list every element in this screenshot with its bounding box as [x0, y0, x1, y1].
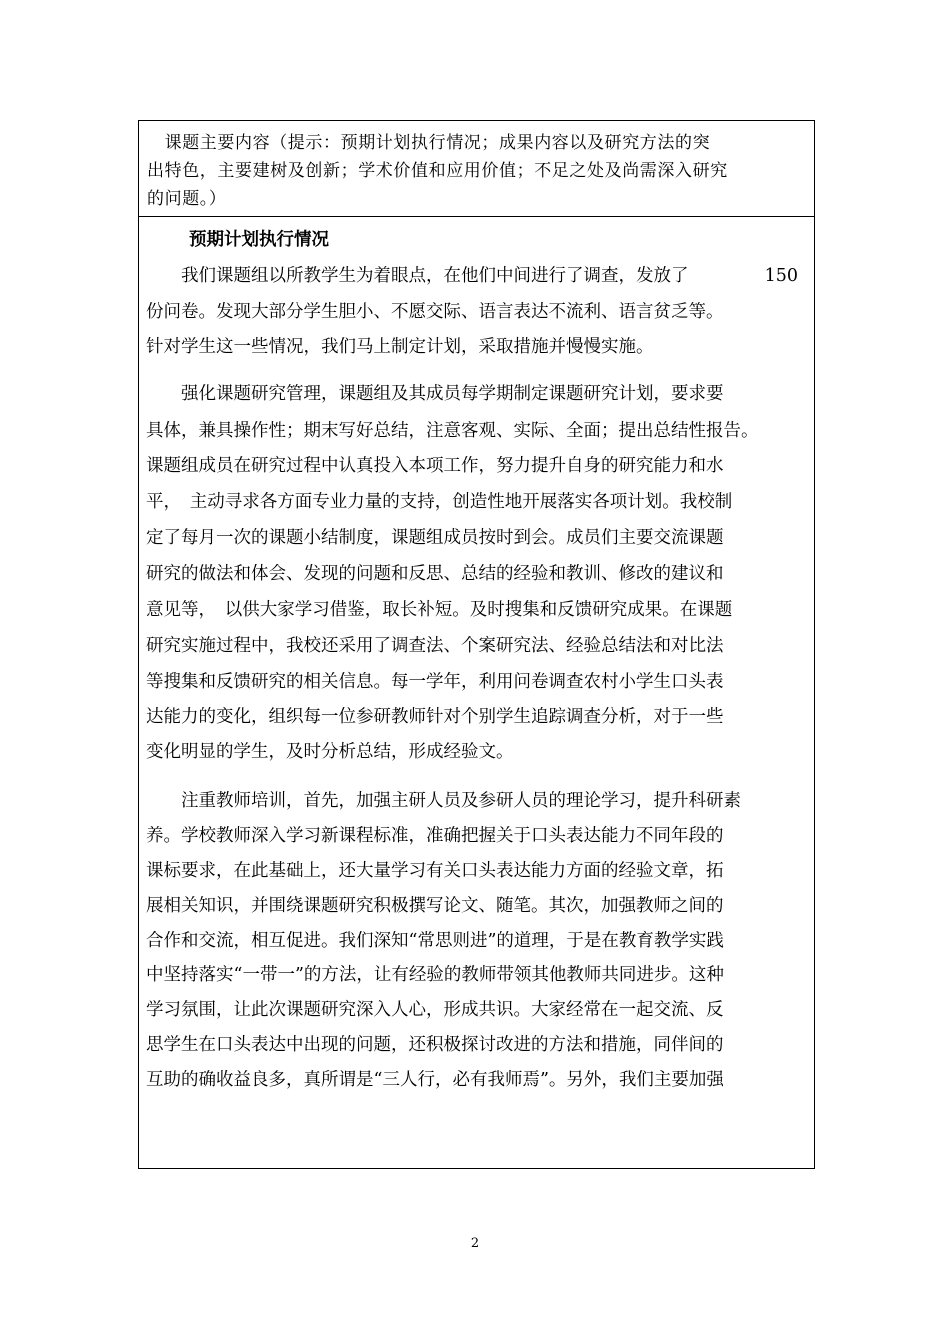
paragraph-line: 注重教师培训，首先，加强主研人员及参研人员的理论学习，提升科研素 — [146, 791, 741, 811]
prompt-line: 的问题。） — [147, 189, 227, 209]
paragraph-line: 养。学校教师深入学习新课程标准，准确把握关于口头表达能力不同年段的 — [146, 826, 724, 846]
paragraph-line: 定了每月一次的课题小结制度，课题组成员按时到会。成员们主要交流课题 — [146, 528, 724, 548]
paragraph-line: 具体，兼具操作性；期末写好总结，注意客观、实际、全面；提出总结性报告。 — [146, 421, 759, 441]
paragraph-line — [146, 265, 806, 287]
paragraph-line: 课标要求，在此基础上，还大量学习有关口头表达能力方面的经验文章，拓 — [146, 861, 724, 881]
paragraph-line-text: 我们课题组以所教学生为着眼点，在他们中间进行了调查，发放了 — [146, 266, 689, 286]
paragraph-line: 等搜集和反馈研究的相关信息。每一学年，利用问卷调查农村小学生口头表 — [146, 672, 724, 692]
paragraph-line: 学习氛围，让此次课题研究深入人心，形成共识。大家经常在一起交流、反 — [146, 1000, 724, 1020]
survey-count: 150 — [764, 266, 798, 286]
prompt-line: 课题主要内容（提示：预期计划执行情况；成果内容以及研究方法的突 — [147, 133, 711, 153]
form-table — [138, 120, 815, 1169]
paragraph-line: 课题组成员在研究过程中认真投入本项工作，努力提升自身的研究能力和水 — [146, 456, 724, 476]
paragraph-line: 平， 主动寻求各方面专业力量的支持，创造性地开展落实各项计划。我校制 — [146, 492, 733, 512]
paragraph-line: 达能力的变化，组织每一位参研教师针对个别学生追踪调查分析，对于一些 — [146, 707, 724, 727]
paragraph-line: 研究的做法和体会、发现的问题和反思、总结的经验和教训、修改的建议和 — [146, 564, 724, 584]
page-number: 2 — [470, 1236, 480, 1251]
paragraph-line: 意见等， 以供大家学习借鉴，取长补短。及时搜集和反馈研究成果。在课题 — [146, 600, 733, 620]
prompt-line: 出特色，主要建树及创新；学术价值和应用价值；不足之处及尚需深入研究 — [147, 161, 728, 181]
paragraph-line: 份问卷。发现大部分学生胆小、不愿交际、语言表达不流利、语言贫乏等。 — [146, 302, 724, 322]
paragraph-line: 针对学生这一些情况，我们马上制定计划，采取措施并慢慢实施。 — [146, 337, 654, 357]
paragraph-line: 展相关知识，并围绕课题研究积极撰写论文、随笔。其次，加强教师之间的 — [146, 896, 724, 916]
paragraph-line: 变化明显的学生，及时分析总结，形成经验文。 — [146, 742, 514, 762]
paragraph-line: 思学生在口头表达中出现的问题，还积极探讨改进的方法和措施，同伴间的 — [146, 1035, 724, 1055]
section-title: 预期计划执行情况 — [189, 230, 329, 250]
paragraph-line: 强化课题研究管理，课题组及其成员每学期制定课题研究计划，要求要 — [146, 384, 724, 404]
paragraph-line: 互助的确收益良多，真所谓是“三人行，必有我师焉”。另外，我们主要加强 — [146, 1070, 724, 1090]
paragraph-line: 合作和交流，相互促进。我们深知“常思则进”的道理，于是在教育教学实践 — [146, 931, 724, 951]
prompt-cell — [139, 121, 814, 217]
paragraph-line: 研究实施过程中，我校还采用了调查法、个案研究法、经验总结法和对比法 — [146, 636, 724, 656]
content-cell — [139, 217, 814, 1168]
paragraph-line: 中坚持落实“一带一”的方法，让有经验的教师带领其他教师共同进步。这种 — [146, 965, 724, 985]
